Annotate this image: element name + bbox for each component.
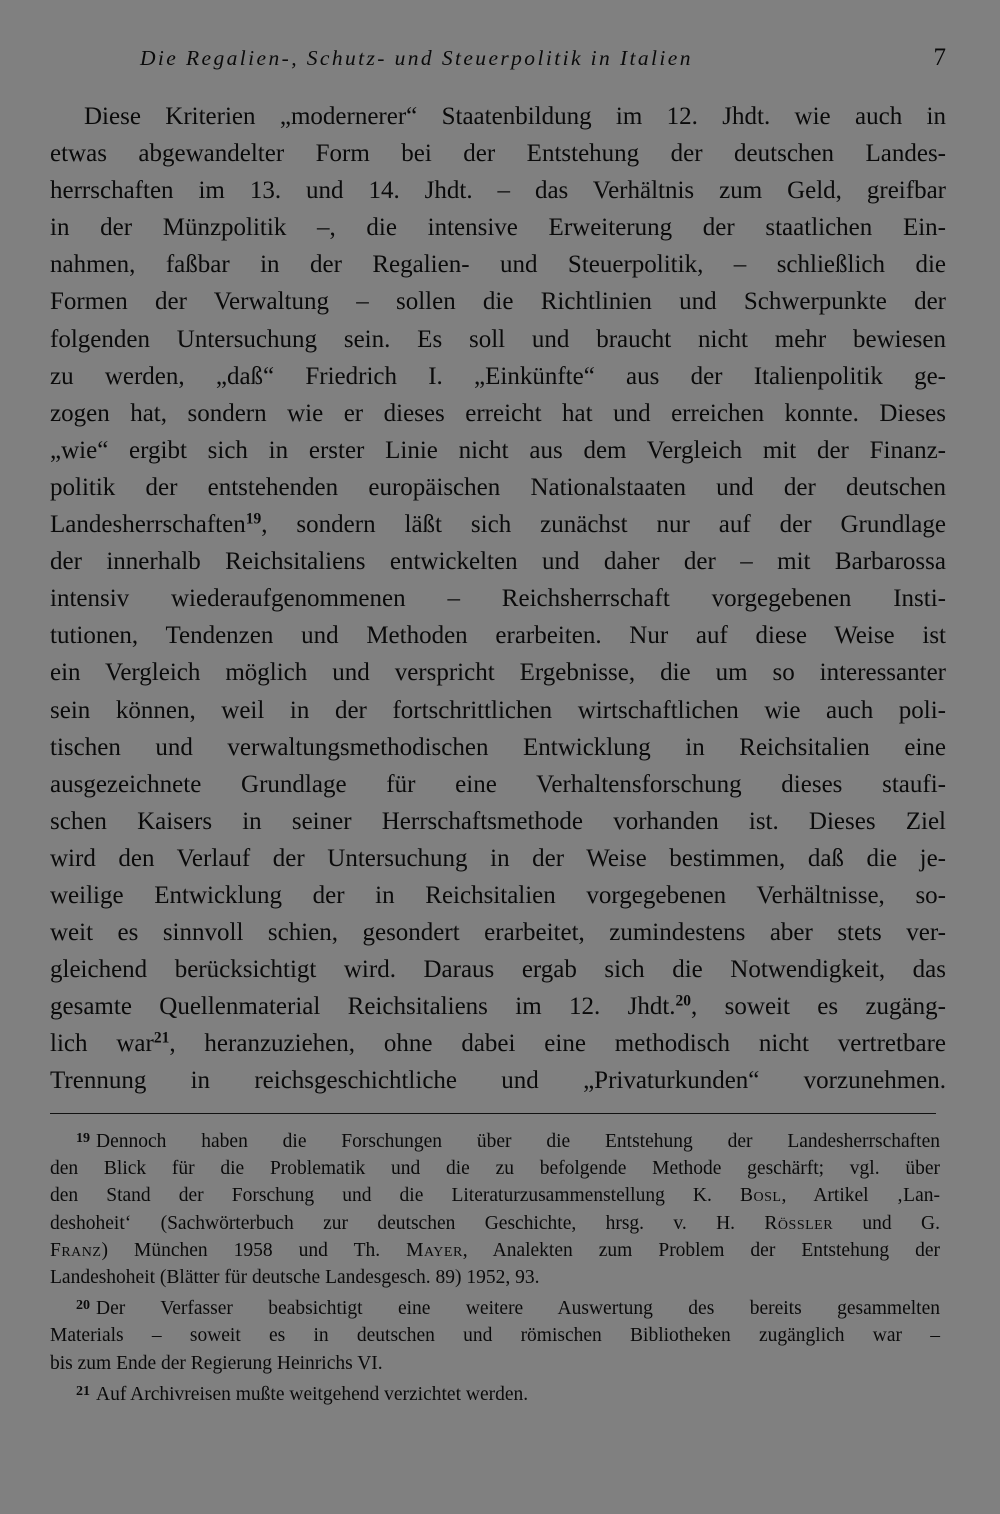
text-fragment: lich war <box>50 1030 154 1058</box>
text-line: gleichend berücksichtigt wird. Daraus ergab sich die Notwendigkeit, das <box>50 956 946 984</box>
footnote-ref-21[interactable]: 21 <box>153 1029 170 1047</box>
footnote-line: Landeshoheit (Blätter für deutsche Landesgesch. 89) 1952, 93. <box>50 1266 540 1288</box>
text-line: ausgezeichnete Grundlage für eine Verhaltensforschung dieses staufi- <box>50 770 946 798</box>
author-name: Franz <box>50 1239 102 1261</box>
text-line: sein können, weil in der fortschrittlichen wirtschaftlichen wie auch poli- <box>50 696 946 724</box>
footnote-ref-19[interactable]: 19 <box>245 510 262 528</box>
text-line <box>50 1025 946 1062</box>
page-number: 7 <box>933 44 946 71</box>
text-line: folgenden Untersuchung sein. Es soll und braucht nicht mehr bewiesen <box>50 325 946 353</box>
text-fragment: Der Verfasser beabsichtigt eine weitere Auswertung des bereits gesammelten <box>96 1298 940 1320</box>
text-line: in der Münzpolitik –, die intensive Erweiterung der staatlichen Ein- <box>50 214 946 242</box>
footnote-20 <box>50 1295 940 1377</box>
text-line: Formen der Verwaltung – sollen die Richtlinien und Schwerpunkte der <box>50 288 946 316</box>
footnote-line <box>50 1381 940 1408</box>
text-line <box>50 988 946 1025</box>
main-text <box>50 98 946 1100</box>
text-fragment: , Analekten zum Problem der Entstehung der <box>462 1239 941 1261</box>
text-fragment: , sondern läßt sich zunächst nur auf der Grundlage <box>261 511 946 539</box>
author-name: Mayer <box>406 1239 463 1261</box>
text-line: herrschaften im 13. und 14. Jhdt. – das Verhältnis zum Geld, greifbar <box>50 177 946 205</box>
running-head <box>50 40 946 80</box>
text-line: politik der entstehenden europäischen Nationalstaaten und der deutschen <box>50 473 946 501</box>
footnotes <box>50 1128 940 1408</box>
text-line: tutionen, Tendenzen und Methoden erarbeiten. Nur auf diese Weise ist <box>50 622 946 650</box>
text-fragment: deshoheit‘ (Sachwörterbuch zur deutschen Geschichte, hrsg. v. H. <box>50 1212 765 1234</box>
text-line: der innerhalb Reichsitaliens entwickelten und daher der – mit Barbarossa <box>50 548 946 576</box>
text-fragment: , Artikel ‚Lan- <box>781 1185 940 1207</box>
text-fragment: den Stand der Forschung und die Literaturzusammenstellung K. <box>50 1185 740 1207</box>
footnote-number: 21 <box>76 1382 91 1399</box>
footnote-line <box>50 1237 940 1264</box>
author-name: Bosl <box>739 1185 782 1207</box>
footnote-number: 19 <box>76 1130 91 1147</box>
text-line: zogen hat, sondern wie er dieses erreicht hat und erreichen konnte. Dieses <box>50 399 946 427</box>
text-line: Trennung in reichsgeschichtliche und „Privaturkunden“ vorzunehmen. <box>50 1067 946 1095</box>
text-line: intensiv wiederaufgenommenen – Reichsherrschaft vorgegebenen Insti- <box>50 585 946 613</box>
footnote-line <box>50 1295 940 1322</box>
footnote-line <box>50 1182 940 1209</box>
text-line: schen Kaisers in seiner Herrschaftsmethode vorhanden ist. Dieses Ziel <box>50 807 946 835</box>
text-fragment: ) München 1958 und Th. <box>101 1239 407 1261</box>
text-line: nahmen, faßbar in der Regalien- und Steuerpolitik, – schließlich die <box>50 251 946 279</box>
text-fragment: Landesherrschaften <box>50 511 246 539</box>
footnote-number: 20 <box>76 1297 91 1314</box>
text-fragment: und G. <box>833 1212 940 1234</box>
text-line: zu werden, „daß“ Friedrich I. „Einkünfte“ aus der Italienpolitik ge- <box>50 362 946 390</box>
footnote-line: bis zum Ende der Regierung Heinrichs VI. <box>50 1352 383 1374</box>
author-name: Rössler <box>764 1212 834 1234</box>
footnote-separator <box>50 1113 936 1114</box>
footnote-line: den Blick für die Problematik und die zu befolgende Methode geschärft; vgl. über <box>50 1158 940 1180</box>
footnote-line: Materials – soweit es in deutschen und römischen Bibliotheken zugänglich war – <box>50 1325 940 1347</box>
text-fragment: , heranzuziehen, ohne dabei eine methodisch nicht vertretbare <box>169 1030 946 1058</box>
running-title: Die Regalien-, Schutz- und Steuerpolitik in Italien <box>140 46 693 70</box>
footnote-ref-20[interactable]: 20 <box>675 992 692 1010</box>
text-line: etwas abgewandelter Form bei der Entstehung der deutschen Landes- <box>50 140 946 168</box>
text-line: „wie“ ergibt sich in erster Linie nicht aus dem Vergleich mit der Finanz- <box>50 436 946 464</box>
text-line: weilige Entwicklung der in Reichsitalien vorgegebenen Verhältnisse, so- <box>50 881 946 909</box>
footnote-line <box>50 1128 940 1155</box>
footnote-21 <box>50 1381 940 1408</box>
footnote-line <box>50 1210 940 1237</box>
text-line: Diese Kriterien „modernerer“ Staatenbildung im 12. Jhdt. wie auch in <box>84 103 946 130</box>
text-fragment: , soweit es zugäng- <box>691 993 946 1021</box>
text-line: tischen und verwaltungsmethodischen Entwicklung in Reichsitalien eine <box>50 733 946 761</box>
text-line <box>50 506 946 543</box>
text-fragment: gesamte Quellenmaterial Reichsitaliens im 12. Jhdt. <box>50 993 676 1021</box>
text-fragment: Dennoch haben die Forschungen über die Entstehung der Landesherrschaften <box>96 1131 940 1152</box>
footnote-19 <box>50 1128 940 1291</box>
text-line: wird den Verlauf der Untersuchung in der Weise bestimmen, daß die je- <box>50 844 946 872</box>
text-line: ein Vergleich möglich und verspricht Ergebnisse, die um so interessanter <box>50 659 946 687</box>
text-line: weit es sinnvoll schien, gesondert erarbeitet, zumindestens aber stets ver- <box>50 919 946 947</box>
text-fragment: Auf Archivreisen mußte weitgehend verzichtet werden. <box>96 1383 529 1405</box>
